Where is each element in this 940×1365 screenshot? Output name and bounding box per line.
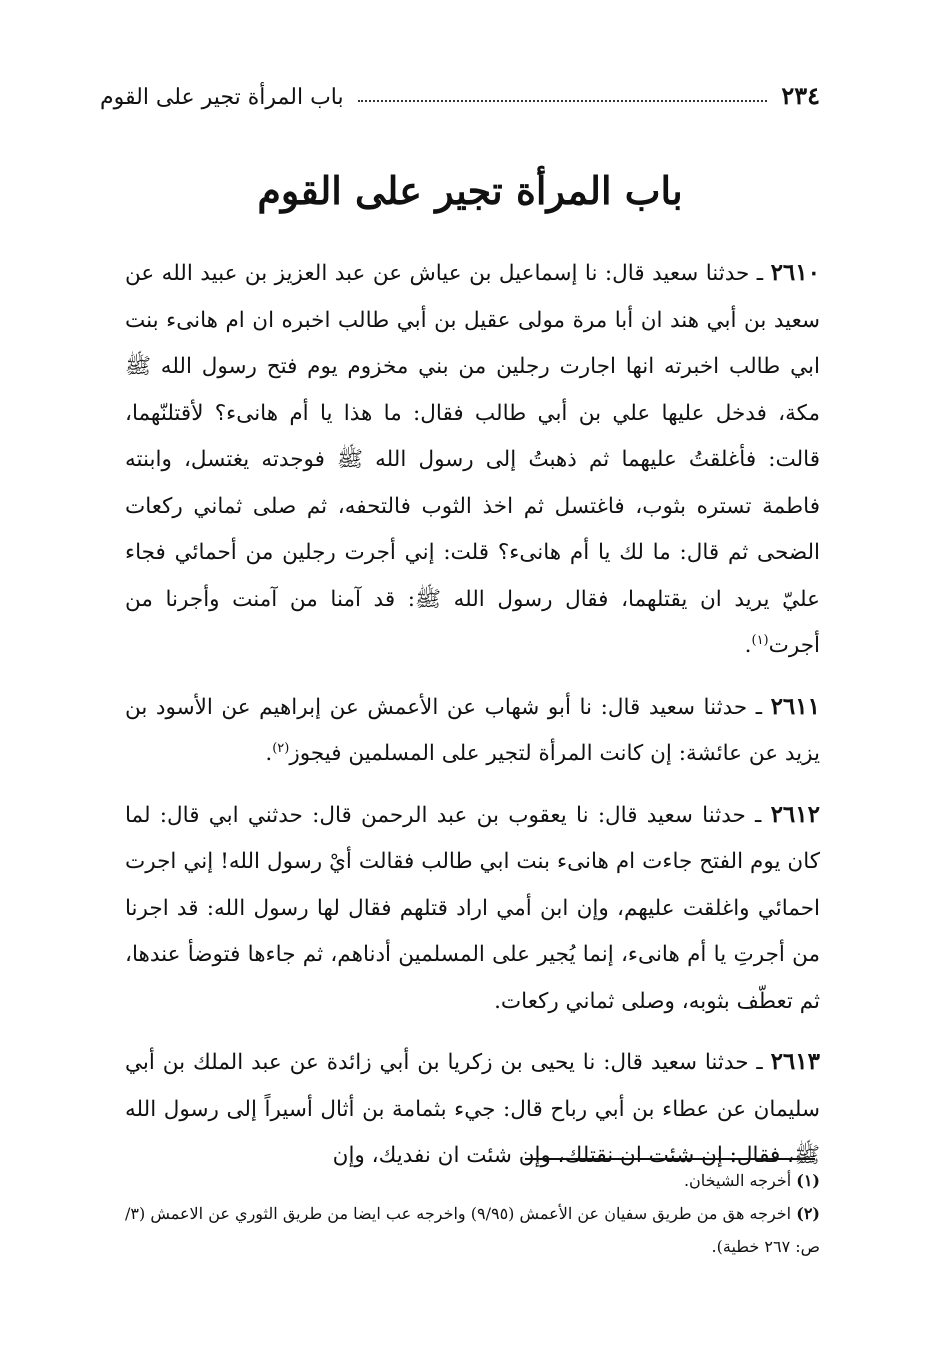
hadith-text: ـ حدثنا سعيد قال: نا يعقوب بن عبد الرحمن قال: حدثني ابي قال: لما كان يوم الفتح جاءت ام هانىء بنت ابي طالب فقالت أيْ رسول الله! إني اجرت احمائي واغلقت عليهم، وإن ابن أمي اراد قتلهم فقال لها رسول الله: قد اجرنا من أجرتِ يا أم هانىء، إنما يُجير على المسلمين أدناهم، ثم جاءها فتوضأ عندها، ثم تعطّف بثوبه، وصلى ثماني ركعات. bbox=[125, 802, 820, 1014]
hadith-number: ٢٦١٠ bbox=[770, 259, 820, 286]
footnote-number: (١) bbox=[796, 1171, 820, 1190]
hadith-2612 bbox=[125, 792, 820, 1026]
footnote-separator bbox=[525, 1158, 815, 1160]
hadith-text: ـ حدثنا سعيد قال: نا يحيى بن زكريا بن أبي زائدة عن عبد الملك بن أبي سليمان عن عطاء بن أبي رباح قال: جيء بثمامة بن أثال أسيراً إلى رسول الله ﷺ، فقال: إن شئت ان نقتلك، وإن شئت ان نفديك، وإن bbox=[125, 1050, 820, 1168]
footnote-2 bbox=[125, 1197, 820, 1263]
footnote-text: اخرجه هق من طريق سفيان عن الأعمش (٩/٩٥) واخرجه عب ايضا من طريق الثوري عن الاعمش (٣/ ص: ٢٦٧ خطية). bbox=[125, 1204, 820, 1256]
footnote-ref: (٢) bbox=[272, 740, 290, 756]
hadith-list bbox=[125, 250, 820, 1194]
hadith-text: ـ حدثنا سعيد قال: نا أبو شهاب عن الأعمش عن إبراهيم عن الأسود بن يزيد عن عائشة: إن كانت المرأة لتجير على المسلمين فيجوز bbox=[125, 694, 820, 766]
footnote-number: (٢) bbox=[796, 1204, 820, 1223]
hadith-2611 bbox=[125, 684, 820, 778]
hadith-number: ٢٦١٢ bbox=[770, 800, 820, 828]
footnote-text: أخرجه الشيخان. bbox=[683, 1171, 792, 1190]
footnote-1 bbox=[125, 1164, 820, 1197]
hadith-number: ٢٦١٣ bbox=[770, 1048, 820, 1075]
hadith-2610 bbox=[125, 250, 820, 670]
footnotes bbox=[125, 1164, 820, 1263]
hadith-number: ٢٦١١ bbox=[770, 692, 820, 720]
hadith-text: ـ حدثنا سعيد قال: نا إسماعيل بن عياش عن عبد العزيز بن عبيد الله عن سعيد بن أبي هند ان أبا مرة مولى عقيل بن أبي طالب اخبره ان ام هانىء بنت ابي طالب اخبرته انها اجارت رجلين من بني مخزوم يوم فتح رسول الله ﷺ مكة، فدخل عليها علي بن أبي طالب فقال: ما هذا يا أم هانىء؟ لأقتلنّهما، قالت: فأغلقتُ عليهما ثم ذهبتُ إلى رسول الله ﷺ فوجدته يغتسل، وابنته فاطمة تستره بثوب، فاغتسل ثم اخذ الثوب فالتحفه، ثم صلى ثماني ركعات الضحى ثم قال: ما لك يا أم هانىء؟ قلت: إني أجرت رجلين من أحمائي فجاء عليّ يريد ان يقتلهما، فقال رسول الله ﷺ: قد آمنا من آمنت وأجرنا من أجرت bbox=[125, 261, 820, 658]
footnote-ref: (١) bbox=[751, 632, 769, 648]
running-header-title: باب المرأة تجير على القوم bbox=[100, 85, 344, 110]
running-header bbox=[100, 70, 820, 110]
hadith-end: . bbox=[744, 633, 752, 658]
page-number: ٢٣٤ bbox=[781, 81, 820, 110]
chapter-title: باب المرأة تجير على القوم bbox=[257, 168, 683, 213]
hadith-end: . bbox=[265, 741, 273, 766]
header-dotted-leader bbox=[358, 100, 768, 102]
